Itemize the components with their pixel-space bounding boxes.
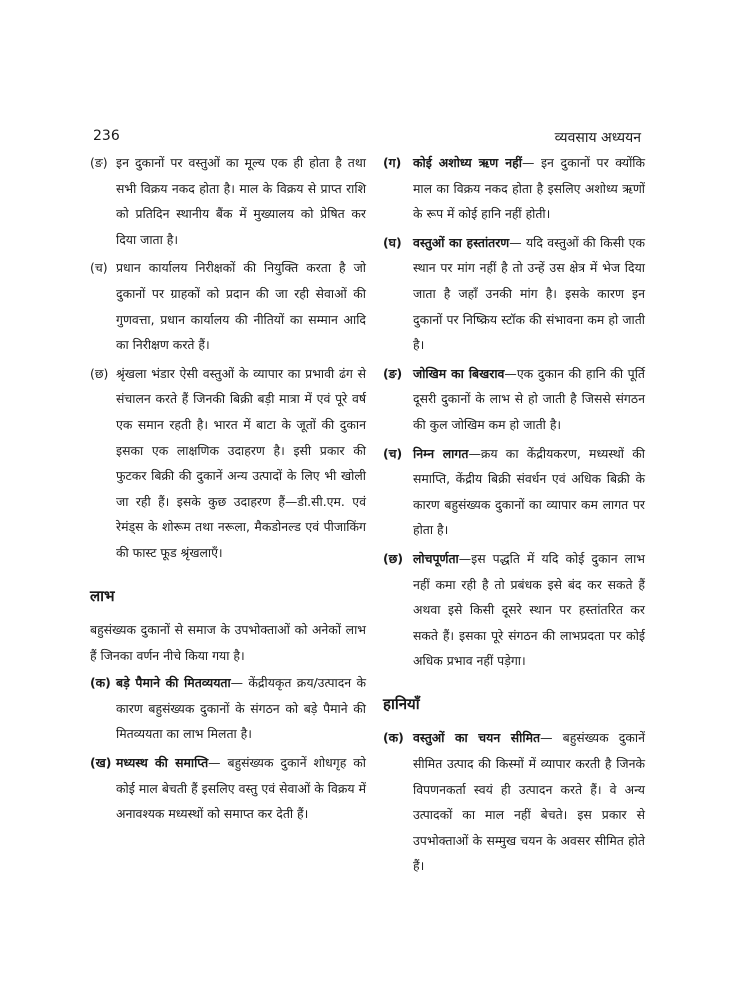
item-marker: (ग) — [383, 155, 402, 170]
item-marker: (ख) — [90, 755, 112, 771]
item-heading: कोई अशोध्य ऋण नहीं — [413, 155, 522, 170]
item-marker: (घ) — [383, 234, 402, 250]
item-text — [413, 546, 645, 674]
list-item — [383, 230, 645, 358]
item-text — [413, 361, 645, 438]
item-body: —इस पद्धति में यदि कोई दुकान लाभ नहीं कमा रही है तो प्रबंधक इसे बंद कर सकते हैं अथवा इसे किसी दूसरे स्थान पर हस्तांतरित कर सकते हैं। इसका पूरे संगठन की लाभप्रदता पर कोई अधिक प्रभाव नहीं पड़ेगा। — [413, 550, 645, 669]
list-item — [90, 670, 366, 747]
item-text — [413, 230, 645, 358]
item-text: श्रृंखला भंडार ऐसी वस्तुओं के व्यापार का प्रभावी ढंग से संचालन करते हैं जिनकी बिक्री बड़ी मात्रा में एवं पूरे वर्ष एक समान रहती है। भारत में बाटा के जूतों की दुकान इसका एक लाक्षणिक उदाहरण है। इसी प्रकार की फुटकर बिक्री की दुकानें अन्य उत्पादों के लिए भी खोली जा रही हैं। इसके कुछ उदाहरण हैं—डी.सी.एम. एवं रेमंड्स के शोरूम तथा नरूला, मैकडोनल्ड एवं पीजाकिंग की फास्ट फूड श्रृंखलाएँ। — [116, 365, 366, 560]
list-item — [90, 750, 366, 827]
item-text — [413, 441, 645, 543]
item-heading: वस्तुओं का हस्तांतरण — [413, 234, 510, 250]
list-item — [383, 150, 645, 227]
item-marker: (ङ) — [90, 155, 108, 170]
benefits-intro: बहुसंख्यक दुकानों से समाज के उपभोक्ताओं को अनेकों लाभ हैं जिनका वर्णन नीचे किया गया है। — [90, 622, 366, 663]
item-heading: जोखिम का बिखराव — [413, 365, 505, 381]
list-item — [90, 150, 366, 252]
list-item — [383, 441, 645, 543]
item-text: इन दुकानों पर वस्तुओं का मूल्य एक ही होता है तथा सभी विक्रय नकद होता है। माल के विक्रय से प्राप्त राशि को प्रतिदिन स्थानीय बैंक में मुख्यालय को प्रेषित कर दिया जाता है। — [116, 155, 366, 247]
item-body: — केंद्रीयकृत क्रय/उत्पादन के कारण बहुसंख्यक दुकानों के संगठन को बड़े पैमाने की मितव्ययता का लाभ मिलता है। — [116, 675, 367, 742]
section-heading-drawbacks: हानियाँ — [383, 694, 420, 713]
item-heading: लोचपूर्णता — [413, 550, 459, 566]
item-text — [413, 725, 645, 879]
list-item — [90, 361, 366, 566]
list-item — [383, 361, 645, 438]
item-text: प्रधान कार्यालय निरीक्षकों की नियुक्ति करता है जो दुकानों पर ग्राहकों को प्रदान की जा रही सेवाओं की गुणवत्ता, प्रधान कार्यालय की नीतियों का सम्मान आदि का निरीक्षण करते हैं। — [116, 260, 366, 353]
item-text — [116, 670, 366, 747]
item-heading: बड़े पैमाने की मितव्ययता — [116, 675, 231, 691]
right-column — [383, 150, 645, 882]
item-body: — यदि वस्तुओं की किसी एक स्थान पर मांग नहीं है तो उन्हें उस क्षेत्र में भेज दिया जाता है जहाँ उनकी मांग है। इसके कारण इन दुकानों पर निष्क्रिय स्टॉक की संभावना कम हो जाती है। — [413, 234, 645, 353]
item-heading: मध्यस्थ की समाप्ति — [116, 755, 209, 771]
list-item — [383, 725, 645, 879]
item-heading: निम्न लागत — [413, 445, 469, 461]
page-number: 236 — [93, 128, 120, 144]
running-head: व्यवसाय अध्ययन — [554, 130, 641, 146]
item-body: — बहुसंख्यक दुकानें सीमित उत्पाद की किस्मों में व्यापार करती है जिनके विपणनकर्ता स्वयं ही उत्पादन करते हैं। वे अन्य उत्पादकों का माल नहीं बेचते। इस प्रकार से उपभोक्ताओं के सम्मुख चयन के अवसर सीमित होते हैं। — [413, 730, 645, 874]
item-marker: (च) — [383, 445, 403, 461]
item-marker: (छ) — [383, 550, 404, 566]
item-marker: (क) — [383, 730, 404, 746]
item-marker: (च) — [90, 260, 108, 276]
item-text — [413, 150, 645, 227]
item-body: — बहुसंख्यक दुकानें शोधगृह को कोई माल बेचती हैं इसलिए वस्तु एवं सेवाओं के विक्रय में अनावश्यक मध्यस्थों को समाप्त कर देती हैं। — [116, 755, 366, 822]
item-body: —क्रय का केंद्रीयकरण, मध्यस्थों की समाप्ति, केंद्रीय बिक्री संवर्धन एवं अधिक बिक्री के कारण बहुसंख्यक दुकानों का व्यापार कम लागत पर होता है। — [413, 445, 645, 538]
left-column — [90, 150, 366, 830]
item-marker: (क) — [90, 675, 111, 691]
item-body: —एक दुकान की हानि की पूर्ति दूसरी दुकानों के लाभ से हो जाती है जिससे संगठन की कुल जोखिम कम हो जाती है। — [413, 365, 645, 432]
list-item — [383, 546, 645, 674]
item-marker: (छ) — [90, 365, 109, 381]
item-heading: वस्तुओं का चयन सीमित — [413, 730, 541, 746]
list-item — [90, 255, 366, 357]
item-text — [116, 750, 366, 827]
item-marker: (ङ) — [383, 365, 403, 381]
item-body: — इन दुकानों पर क्योंकि माल का विक्रय नकद होता है इसलिए अशोध्य ऋणों के रूप में कोई हानि नहीं होती। — [413, 155, 646, 222]
section-heading-benefits: लाभ — [90, 586, 115, 605]
